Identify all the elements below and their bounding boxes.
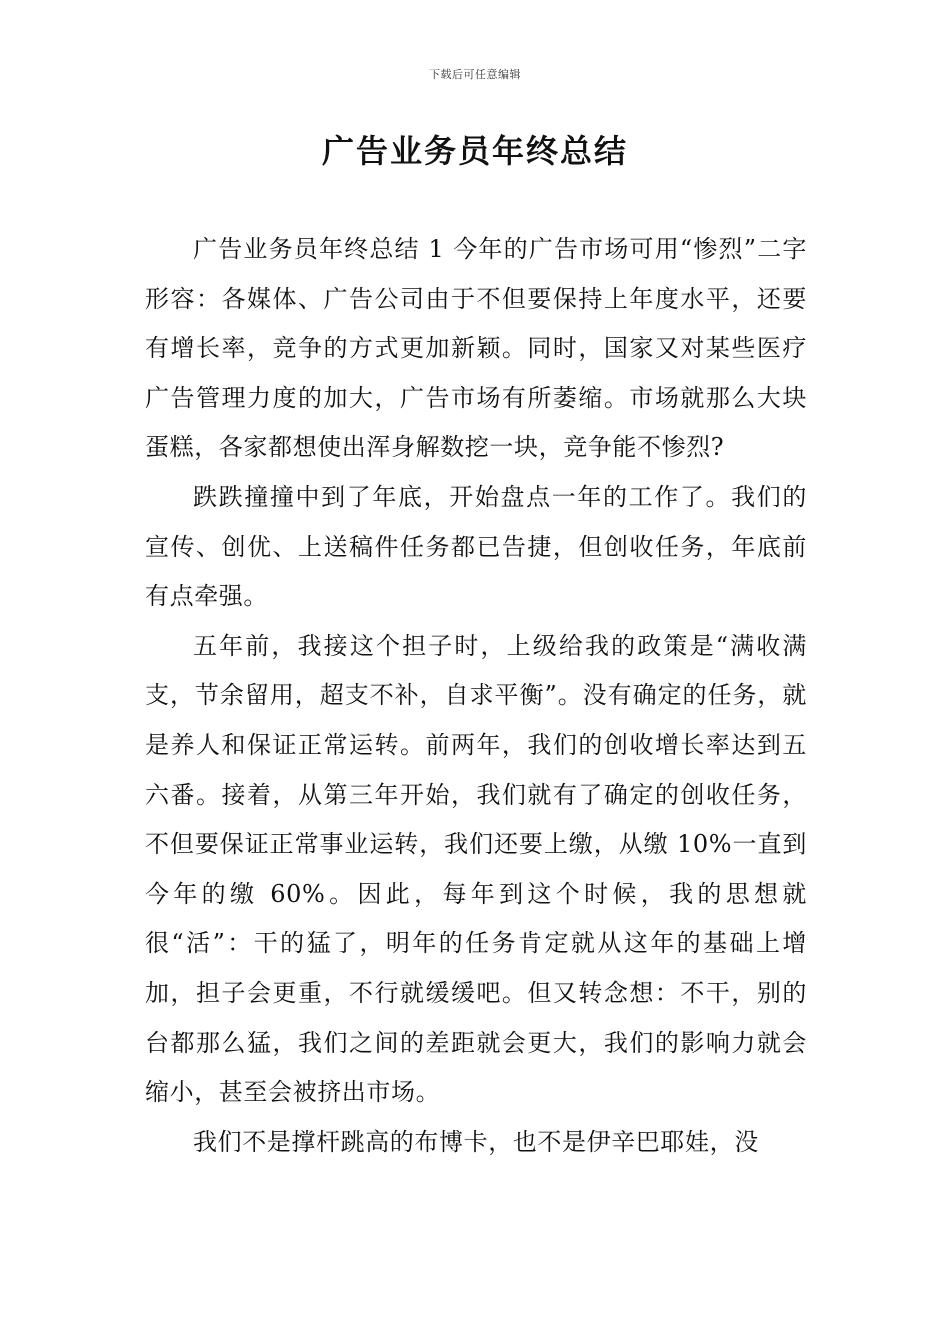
- paragraph: 跌跌撞撞中到了年底，开始盘点一年的工作了。我们的宣传、创优、上送稿件任务都已告捷，但创收任务，年底前有点牵强。: [145, 482, 807, 611]
- document-body: [145, 225, 807, 1167]
- document-title: 广告业务员年终总结: [321, 132, 628, 170]
- paragraph: 我们不是撑杆跳高的布博卡，也不是伊辛巴耶娃，没: [193, 1127, 759, 1156]
- header-note: 下载后可任意编辑: [429, 68, 521, 81]
- paragraph: 广告业务员年终总结 1 今年的广告市场可用“惨烈”二字形容：各媒体、广告公司由于不但要保持上年度水平，还要有增长率，竞争的方式更加新颖。同时，国家又对某些医疗广告管理力度的加大，广告市场有所萎缩。市场就那么大块蛋糕，各家都想使出浑身解数挖一块，竞争能不惨烈?: [145, 235, 807, 462]
- paragraph: 五年前，我接这个担子时，上级给我的政策是“满收满支，节余留用，超支不补，自求平衡”。没有确定的任务，就是养人和保证正常运转。前两年，我们的创收增长率达到五六番。接着，从第三年开始，我们就有了确定的创收任务，不但要保证正常事业运转，我们还要上缴，从缴 10%一直到今年的缴 60%。因此，每年到这个时候，我的思想就很“活”：干的猛了，明年的任务肯定就从这年的基础上增加，担子会更重，不行就缓缓吧。但又转念想：不干，别的台都那么猛，我们之间的差距就会更大，我们的影响力就会缩小，甚至会被挤出市场。: [145, 631, 807, 1107]
